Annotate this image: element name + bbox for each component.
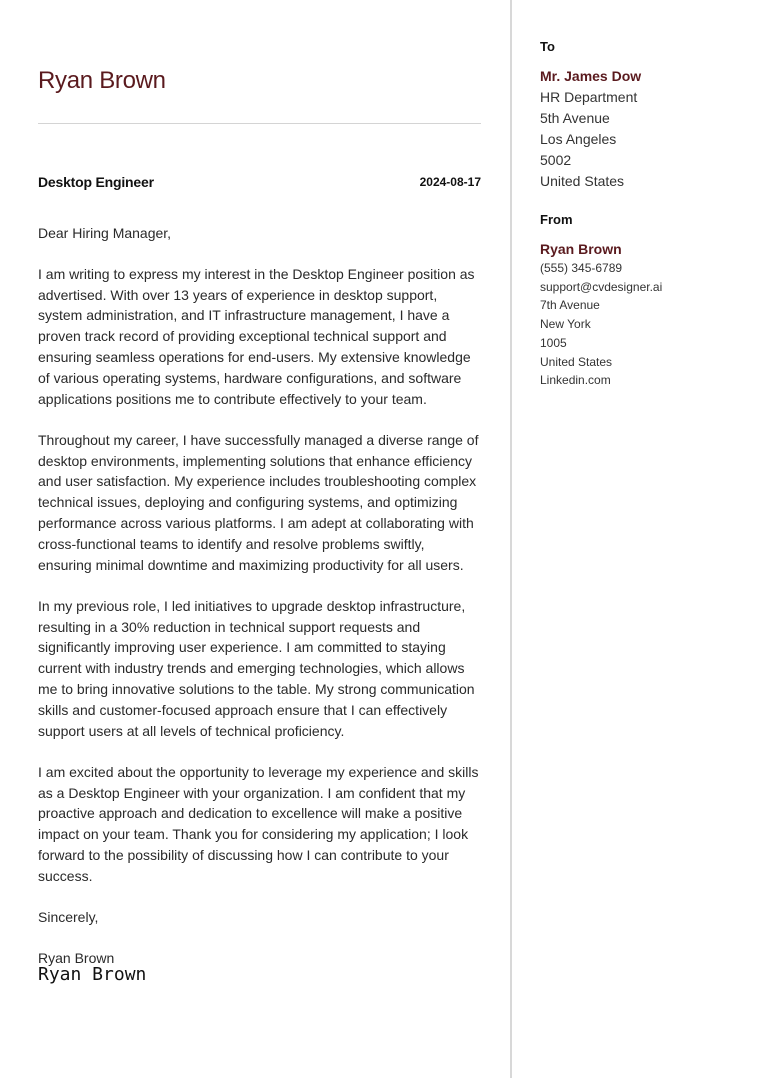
closing: Sincerely, [38, 908, 99, 925]
job-title: Desktop Engineer [38, 174, 154, 190]
recipient-country: United States [540, 173, 625, 189]
sender-city: New York [540, 317, 591, 332]
sender-website: Linkedin.com [540, 373, 611, 388]
sender-email: support@cvdesigner.ai [540, 279, 663, 294]
sender-name: Ryan Brown [540, 241, 622, 257]
sender-country: United States [540, 354, 613, 369]
sender-phone: (555) 345-6789 [540, 261, 623, 275]
handwritten-signature: Ryan Brown [38, 964, 147, 985]
from-label: From [540, 212, 573, 227]
closing-name: Ryan Brown [38, 950, 115, 967]
letter-meta-row [38, 172, 481, 192]
letter-date: 2024-08-17 [419, 175, 481, 189]
applicant-name: Ryan Brown [38, 67, 166, 94]
sender-zip: 1005 [540, 335, 567, 350]
recipient-name: Mr. James Dow [540, 68, 642, 84]
letter-paragraph-1: I am writing to express my interest in the Desktop Engineer position as advertised. With over 13 years of experience in desktop support, system administration, and IT infrastructure management, I have a proven track record of providing exceptional technical support and ensuring seamless operations for end-users. My extensive knowledge of various operating systems, hardware configurations, and software applications positions me to contribute effectively to your team. [38, 265, 475, 407]
letter-paragraph-3: In my previous role, I led initiatives to upgrade desktop infrastructure, resulting in a 30% reduction in technical support requests and significantly improving user experience. I am committed to staying current with industry trends and emerging technologies, which allows me to bring innovative solutions to the table. My strong communication skills and customer-focused approach ensure that I can effectively support users at all levels of technical proficiency. [38, 597, 475, 739]
recipient-zip: 5002 [540, 152, 572, 168]
salutation: Dear Hiring Manager, [38, 225, 172, 241]
recipient-block [540, 66, 755, 192]
sender-block [540, 240, 755, 390]
letter-paragraph-4: I am excited about the opportunity to leverage my experience and skills as a Desktop Engineer with your organization. I am confident that my proactive approach and dedication to excellence will make a positive impact on your team. Thank you for considering my application; I look forward to the possibility of discussing how I can contribute to your success. [38, 763, 479, 884]
recipient-department: HR Department [540, 89, 638, 105]
header-divider [38, 123, 481, 124]
letter-paragraph-2: Throughout my career, I have successfully managed a diverse range of desktop environments, implementing solutions that enhance efficiency and user satisfaction. My experience includes troubleshooting complex technical issues, deploying and configuring systems, and optimizing performance across various platforms. I am adept at collaborating with cross-functional teams to identify and resolve problems swiftly, ensuring minimal downtime and maximizing productivity for all users. [38, 431, 479, 573]
recipient-street: 5th Avenue [540, 110, 610, 126]
to-label: To [540, 39, 555, 54]
recipient-city: Los Angeles [540, 131, 617, 147]
sender-street: 7th Avenue [540, 298, 600, 313]
column-divider [510, 0, 512, 1078]
letter-body [38, 223, 482, 989]
